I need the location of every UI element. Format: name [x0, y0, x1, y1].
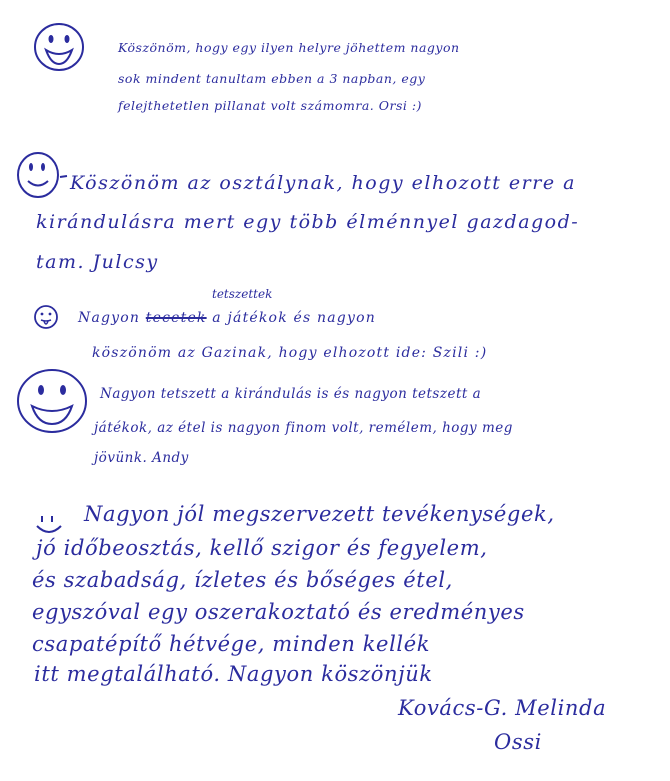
- inserted-correction: tetszettek: [212, 287, 273, 301]
- note-line: Köszönöm, hogy egy ilyen helyre jöhettem nagyon: [118, 40, 460, 55]
- struck-word: tecetek: [145, 310, 207, 326]
- note-line: jó időbeosztás, kellő szigor és fegyelem,: [36, 536, 488, 560]
- signature-name: Kovács-G. Melinda: [398, 696, 607, 720]
- signature-name: Ossi: [494, 730, 542, 754]
- note-line: felejthetetlen pillanat volt számomra. Orsi :): [118, 98, 422, 113]
- note-line: és szabadság, ízletes és bőséges étel,: [32, 568, 453, 592]
- grinning-face-icon: [14, 366, 90, 436]
- note-text: Nagyon: [78, 310, 141, 326]
- note-line: tam. Julcsy: [36, 251, 159, 273]
- note-line: [78, 310, 376, 326]
- note-line: játékok, az étel is nagyon finom volt, remélem, hogy meg: [94, 420, 513, 436]
- note-line: jövünk. Andy: [94, 450, 189, 466]
- note-line: Nagyon jól megszervezett tevékenységek,: [84, 502, 555, 526]
- note-line: sok mindent tanultam ebben a 3 napban, egy: [118, 71, 426, 86]
- note-line: köszönöm az Gazinak, hogy elhozott ide: Szili :): [92, 345, 488, 361]
- tongue-out-smiley-icon: [33, 304, 59, 330]
- smiley-face-icon: [32, 20, 86, 74]
- note-text: a játékok és nagyon: [212, 310, 376, 326]
- note-line: egyszóval egy oszerakoztató és eredményes: [32, 600, 525, 624]
- smiley-face-icon: [10, 150, 68, 204]
- note-line: kirándulásra mert egy több élménnyel gazdagod-: [36, 211, 580, 233]
- note-line: csapatépítő hétvége, minden kellék: [32, 632, 431, 656]
- note-line: itt megtalálható. Nagyon köszönjük: [34, 662, 433, 686]
- winking-smiley-icon: [34, 512, 64, 538]
- note-line: Nagyon tetszett a kirándulás is és nagyon tetszett a: [100, 386, 482, 402]
- note-line: Köszönöm az osztálynak, hogy elhozott erre a: [70, 172, 576, 194]
